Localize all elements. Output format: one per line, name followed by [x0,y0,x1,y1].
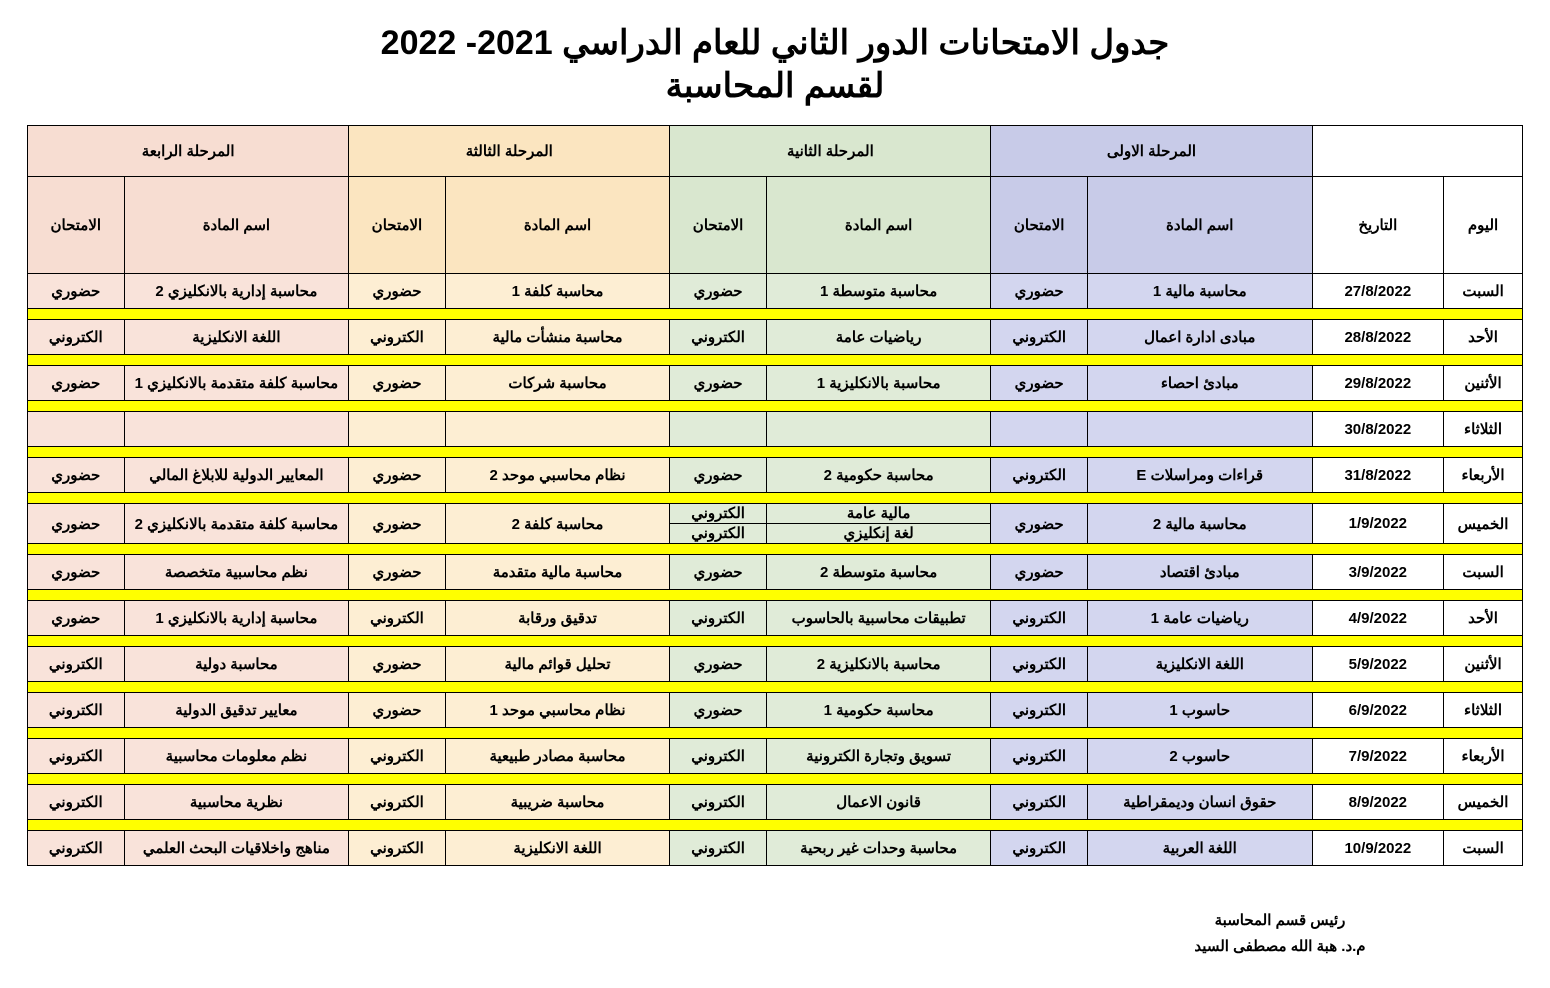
cell-stage2-subject: محاسبة متوسطة 1 [766,274,991,309]
cell-stage2-exam-top: الكتروني [670,504,765,524]
cell-stage2-subject: تسويق وتجارة الكترونية [766,739,991,774]
table-row [28,785,1523,820]
row-separator [28,493,1523,504]
cell-date: 27/8/2022 [1312,274,1444,309]
cell-date: 5/9/2022 [1312,647,1444,682]
row-separator [28,820,1523,831]
column-header-stage4-exam: الامتحان [28,177,125,274]
cell-stage3-subject: تحليل قوائم مالية [445,647,670,682]
cell-stage2-exam: الكتروني [670,739,766,774]
cell-stage3-subject: محاسبة كلفة 2 [445,504,670,544]
cell-stage3-subject: محاسبة مصادر طبيعية [445,739,670,774]
cell-stage4-subject: اللغة الانكليزية [124,320,349,355]
row-separator-bar [28,355,1523,366]
cell-stage2-exam: الكتروني [670,785,766,820]
cell-stage1-exam: الكتروني [991,647,1087,682]
page-title [0,0,1550,113]
cell-stage3-exam: حضوري [349,458,445,493]
column-header-stage3-exam: الامتحان [349,177,445,274]
row-separator [28,401,1523,412]
cell-day: السبت [1444,274,1523,309]
row-separator-bar [28,309,1523,320]
cell-stage2-exam: حضوري [670,693,766,728]
row-separator-bar [28,728,1523,739]
row-separator-bar [28,636,1523,647]
row-separator [28,447,1523,458]
column-header-date: التاريخ [1312,177,1444,274]
table-row [28,366,1523,401]
cell-stage4-exam: حضوري [28,458,125,493]
cell-stage1-exam: حضوري [991,504,1087,544]
cell-stage2-exam: حضوري [670,647,766,682]
cell-stage2-subject: محاسبة بالانكليزية 2 [766,647,991,682]
cell-stage4-subject: نظرية محاسبية [124,785,349,820]
cell-stage2-exam: الكتروني [670,320,766,355]
stage-header-blank [1312,126,1522,177]
cell-stage4-exam: حضوري [28,601,125,636]
cell-stage1-exam: حضوري [991,366,1087,401]
cell-stage2-subject-top: مالية عامة [767,504,991,524]
cell-stage3-exam: الكتروني [349,739,445,774]
stage-header-stage3: المرحلة الثالثة [349,126,670,177]
table-row [28,504,1523,544]
row-separator-bar [28,682,1523,693]
cell-stage3-subject: محاسبة كلفة 1 [445,274,670,309]
stage-header-stage2: المرحلة الثانية [670,126,991,177]
cell-stage4-exam: حضوري [28,504,125,544]
column-header-stage4-subject: اسم المادة [124,177,349,274]
row-separator [28,728,1523,739]
cell-stage3-subject: محاسبة منشأت مالية [445,320,670,355]
cell-stage1-subject: حاسوب 2 [1087,739,1312,774]
column-header-stage2-exam: الامتحان [670,177,766,274]
cell-stage3-subject: محاسبة شركات [445,366,670,401]
exam-schedule-table [27,125,1523,866]
cell-stage2-exam [670,412,766,447]
column-header-stage2-subject: اسم المادة [766,177,991,274]
cell-stage3-exam: حضوري [349,555,445,590]
cell-date: 29/8/2022 [1312,366,1444,401]
signature-block [1130,908,1430,959]
table-row [28,739,1523,774]
cell-stage1-exam: الكتروني [991,601,1087,636]
row-separator [28,590,1523,601]
table-row [28,458,1523,493]
row-separator-bar [28,493,1523,504]
cell-stage3-exam: حضوري [349,693,445,728]
cell-day: الخميس [1444,785,1523,820]
cell-date: 30/8/2022 [1312,412,1444,447]
cell-stage2-exam: حضوري [670,458,766,493]
page-title-line1: جدول الامتحانات الدور الثاني للعام الدراسي 2021- 2022 [380,24,1170,62]
cell-stage2-exam: حضوري [670,274,766,309]
cell-day: السبت [1444,831,1523,866]
cell-stage3-exam: الكتروني [349,601,445,636]
stage-header-row [28,126,1523,177]
cell-date: 10/9/2022 [1312,831,1444,866]
cell-stage3-exam: الكتروني [349,831,445,866]
cell-stage2-subject-split [766,504,991,544]
cell-stage4-subject: مناهج واخلاقيات البحث العلمي [124,831,349,866]
row-separator-bar [28,590,1523,601]
cell-stage1-subject: محاسبة مالية 1 [1087,274,1312,309]
cell-stage1-exam: الكتروني [991,831,1087,866]
cell-stage4-exam: الكتروني [28,320,125,355]
cell-stage1-exam [991,412,1087,447]
cell-stage2-exam: الكتروني [670,601,766,636]
page-title-line2: لقسم المحاسبة [665,66,885,105]
cell-stage1-subject: حاسوب 1 [1087,693,1312,728]
cell-stage1-subject: قراءات ومراسلات E [1087,458,1312,493]
table-row [28,555,1523,590]
table-row [28,320,1523,355]
cell-stage3-subject: محاسبة مالية متقدمة [445,555,670,590]
cell-stage2-exam: حضوري [670,366,766,401]
cell-stage4-exam: الكتروني [28,739,125,774]
cell-stage3-exam: حضوري [349,504,445,544]
row-separator-bar [28,544,1523,555]
cell-stage3-exam: الكتروني [349,320,445,355]
cell-stage4-subject: محاسبة إدارية بالانكليزي 1 [124,601,349,636]
cell-stage3-subject: اللغة الانكليزية [445,831,670,866]
cell-stage1-exam: الكتروني [991,458,1087,493]
cell-day: الثلاثاء [1444,693,1523,728]
column-header-row [28,177,1523,274]
row-separator [28,774,1523,785]
cell-stage1-subject: مبادئ احصاء [1087,366,1312,401]
row-separator-bar [28,820,1523,831]
cell-stage4-subject: محاسبة دولية [124,647,349,682]
cell-stage1-exam: الكتروني [991,785,1087,820]
cell-stage2-subject: محاسبة حكومية 2 [766,458,991,493]
cell-stage4-subject [124,412,349,447]
cell-date: 3/9/2022 [1312,555,1444,590]
cell-stage2-exam-split [670,504,766,544]
cell-stage3-subject: تدقيق ورقابة [445,601,670,636]
cell-date: 28/8/2022 [1312,320,1444,355]
cell-day: الأحد [1444,320,1523,355]
row-separator-bar [28,447,1523,458]
row-separator [28,355,1523,366]
cell-stage4-subject: محاسبة كلفة متقدمة بالانكليزي 1 [124,366,349,401]
cell-stage2-subject: محاسبة متوسطة 2 [766,555,991,590]
cell-stage1-subject: مبادى ادارة اعمال [1087,320,1312,355]
column-header-stage3-subject: اسم المادة [445,177,670,274]
signature-title: رئيس قسم المحاسبة [1214,912,1346,929]
cell-date: 6/9/2022 [1312,693,1444,728]
cell-stage1-exam: الكتروني [991,320,1087,355]
cell-day: الأحد [1444,601,1523,636]
cell-date: 31/8/2022 [1312,458,1444,493]
cell-stage1-subject: مبادئ اقتصاد [1087,555,1312,590]
cell-stage3-exam: حضوري [349,366,445,401]
cell-day: الخميس [1444,504,1523,544]
table-row [28,412,1523,447]
cell-date: 7/9/2022 [1312,739,1444,774]
cell-stage4-exam: الكتروني [28,831,125,866]
cell-date: 4/9/2022 [1312,601,1444,636]
cell-date: 8/9/2022 [1312,785,1444,820]
column-header-stage1-subject: اسم المادة [1087,177,1312,274]
table-row [28,274,1523,309]
cell-stage4-exam: الكتروني [28,647,125,682]
cell-stage2-exam-bottom: الكتروني [691,525,745,542]
cell-stage4-subject: نظم معلومات محاسبية [124,739,349,774]
column-header-day: اليوم [1444,177,1523,274]
cell-stage4-subject: محاسبة إدارية بالانكليزي 2 [124,274,349,309]
cell-stage1-exam: حضوري [991,555,1087,590]
cell-stage4-subject: المعايير الدولية للابلاغ المالي [124,458,349,493]
cell-stage2-subject: محاسبة وحدات غير ربحية [766,831,991,866]
cell-stage3-subject [445,412,670,447]
cell-stage1-subject: محاسبة مالية 2 [1087,504,1312,544]
cell-stage3-subject: محاسبة ضريبية [445,785,670,820]
cell-stage1-subject [1087,412,1312,447]
cell-stage4-exam [28,412,125,447]
stage-header-stage1: المرحلة الاولى [991,126,1312,177]
stage-header-stage4: المرحلة الرابعة [28,126,349,177]
cell-stage1-subject: اللغة الانكليزية [1087,647,1312,682]
cell-stage2-exam: الكتروني [670,831,766,866]
cell-day: الأثنين [1444,647,1523,682]
cell-day: الثلاثاء [1444,412,1523,447]
row-separator-bar [28,774,1523,785]
row-separator-bar [28,401,1523,412]
cell-stage4-exam: الكتروني [28,785,125,820]
cell-stage2-subject: تطبيقات محاسبية بالحاسوب [766,601,991,636]
row-separator [28,309,1523,320]
table-row [28,601,1523,636]
cell-stage2-subject: محاسبة بالانكليزية 1 [766,366,991,401]
cell-stage3-exam: حضوري [349,647,445,682]
cell-stage1-subject: حقوق انسان وديمقراطية [1087,785,1312,820]
table-row [28,831,1523,866]
row-separator [28,544,1523,555]
cell-stage3-subject: نظام محاسبي موحد 2 [445,458,670,493]
column-header-stage1-exam: الامتحان [991,177,1087,274]
cell-day: الأربعاء [1444,739,1523,774]
cell-stage2-subject-bottom: لغة إنكليزي [843,525,914,542]
cell-stage2-subject: قانون الاعمال [766,785,991,820]
cell-stage4-exam: حضوري [28,366,125,401]
cell-stage4-subject: معايير تدقيق الدولية [124,693,349,728]
cell-stage3-subject: نظام محاسبي موحد 1 [445,693,670,728]
cell-day: الأربعاء [1444,458,1523,493]
cell-stage4-exam: حضوري [28,555,125,590]
table-row [28,693,1523,728]
cell-date: 1/9/2022 [1312,504,1444,544]
cell-day: الأثنين [1444,366,1523,401]
signature-name: م.د. هبة الله مصطفى السيد [1194,937,1366,955]
cell-stage1-exam: الكتروني [991,739,1087,774]
cell-stage4-exam: الكتروني [28,693,125,728]
cell-stage1-exam: الكتروني [991,693,1087,728]
cell-stage1-subject: رياضيات عامة 1 [1087,601,1312,636]
cell-stage3-exam [349,412,445,447]
row-separator [28,636,1523,647]
exam-schedule-body [28,274,1523,866]
cell-stage2-subject [766,412,991,447]
cell-stage4-subject: محاسبة كلفة متقدمة بالانكليزي 2 [124,504,349,544]
cell-stage2-subject: رياضيات عامة [766,320,991,355]
cell-day: السبت [1444,555,1523,590]
cell-stage4-subject: نظم محاسبية متخصصة [124,555,349,590]
cell-stage2-subject: محاسبة حكومية 1 [766,693,991,728]
cell-stage4-exam: حضوري [28,274,125,309]
cell-stage3-exam: الكتروني [349,785,445,820]
cell-stage2-exam: حضوري [670,555,766,590]
cell-stage1-subject: اللغة العربية [1087,831,1312,866]
cell-stage1-exam: حضوري [991,274,1087,309]
row-separator [28,682,1523,693]
table-row [28,647,1523,682]
cell-stage3-exam: حضوري [349,274,445,309]
